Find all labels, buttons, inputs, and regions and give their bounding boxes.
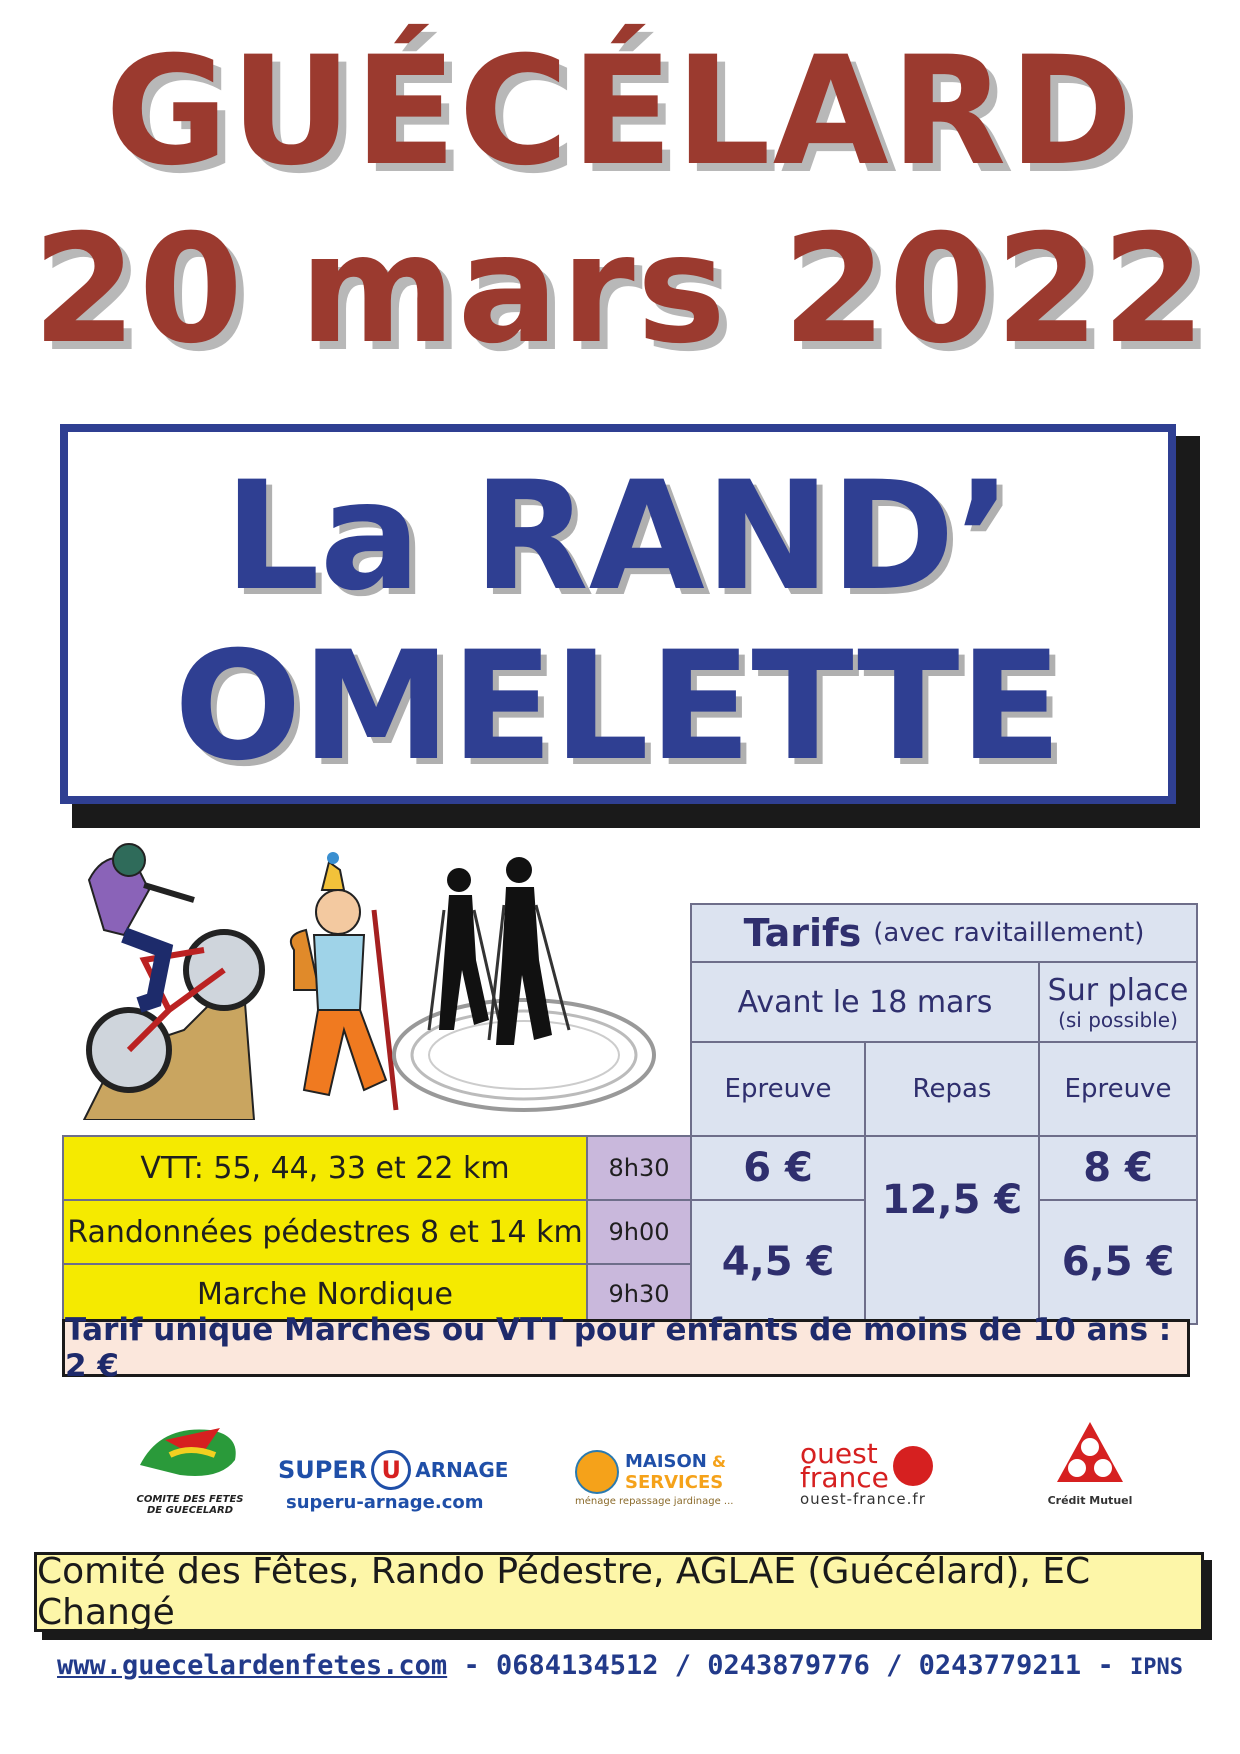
superu-url: superu-arnage.com	[286, 1492, 484, 1513]
price-vtt-before-value: 6 €	[743, 1145, 813, 1191]
activity-illustrations	[44, 840, 684, 1120]
price-repas-value: 12,5 €	[881, 1177, 1023, 1223]
col-epreuve-label: Epreuve	[724, 1074, 832, 1104]
maison-line1: MAISON	[625, 1451, 707, 1472]
child-rate-text: Tarif unique Marches ou VTT pour enfants de moins de 10 ans : 2 €	[65, 1312, 1172, 1384]
time-vtt-label: 8h30	[608, 1154, 670, 1182]
organizers-text: Comité des Fêtes, Rando Pédestre, AGLAE (Guécélard), EC Changé	[37, 1551, 1091, 1633]
activity-randonnee-label: Randonnées pédestres 8 et 14 km	[67, 1214, 583, 1250]
credit-mutuel-logo-icon	[1055, 1420, 1125, 1490]
tariffs-title-note: (avec ravitaillement)	[873, 918, 1145, 948]
time-randonnee-label: 9h00	[608, 1218, 670, 1246]
superu-town: ARNAGE	[415, 1458, 509, 1482]
price-walk-onsite	[1038, 1199, 1198, 1325]
sponsor-ouest-france	[800, 1437, 970, 1522]
sponsor-comite-des-fetes	[130, 1420, 250, 1520]
onsite-header	[1038, 961, 1198, 1043]
activity-vtt	[62, 1135, 588, 1201]
ipns-label: IPNS	[1129, 1655, 1183, 1680]
tariffs-title: Tarifs	[743, 911, 862, 955]
comite-logo-icon	[130, 1420, 250, 1490]
hiker-illustration	[291, 852, 396, 1110]
price-walk-before-value: 4,5 €	[721, 1239, 835, 1285]
ouest-france-logo-icon	[893, 1446, 933, 1486]
comite-caption: COMITE DES FETES DE GUECELARD	[136, 1494, 244, 1516]
activity-vtt-label: VTT: 55, 44, 33 et 22 km	[140, 1150, 510, 1186]
activity-marche-nordique-label: Marche Nordique	[197, 1276, 453, 1312]
price-walk-before	[690, 1199, 866, 1325]
before-date-header	[690, 961, 1040, 1043]
phone-numbers: 0684134512 / 0243879776 / 0243779211	[495, 1650, 1082, 1681]
col-epreuve-before	[690, 1041, 866, 1137]
footer-separator-1: -	[463, 1650, 480, 1681]
headline-town: GUÉCÉLARD	[105, 25, 1135, 199]
child-rate-row	[62, 1312, 1190, 1384]
of-url: ouest-france.fr	[800, 1490, 926, 1508]
event-title-line-2: OMELETTE	[174, 620, 1062, 794]
tariffs-header	[690, 903, 1198, 963]
price-vtt-before	[690, 1135, 866, 1201]
col-epreuve-onsite	[1038, 1041, 1198, 1137]
organizers-bar	[34, 1552, 1204, 1632]
time-marche-nordique-label: 9h30	[608, 1280, 670, 1308]
cyclist-illustration	[84, 844, 262, 1120]
website-link[interactable]: www.guecelardenfetes.com	[57, 1650, 448, 1681]
sponsor-credit-mutuel	[1040, 1420, 1140, 1520]
col-repas-label: Repas	[912, 1074, 992, 1104]
sponsor-super-u	[278, 1450, 518, 1520]
footer	[0, 1650, 1240, 1681]
superu-super: SUPER	[278, 1456, 368, 1484]
price-repas	[864, 1135, 1040, 1325]
footer-separator-2: -	[1097, 1650, 1114, 1681]
activity-randonnee	[62, 1199, 588, 1265]
onsite-note: (si possible)	[1058, 1007, 1178, 1032]
of-line2: france	[800, 1461, 889, 1494]
nordic-walkers-illustration	[394, 857, 654, 1110]
event-title-line-1: La RAND’	[224, 450, 1012, 624]
price-vtt-onsite	[1038, 1135, 1198, 1201]
event-title-box	[60, 424, 1176, 804]
credit-mutuel-name: Crédit Mutuel	[1047, 1494, 1133, 1507]
before-date-label: Avant le 18 mars	[737, 984, 993, 1020]
time-randonnee	[586, 1199, 692, 1265]
house-icon	[575, 1450, 619, 1494]
maison-tagline: ménage repassage jardinage ...	[575, 1496, 734, 1507]
col-epreuve-onsite-label: Epreuve	[1064, 1074, 1172, 1104]
price-vtt-onsite-value: 8 €	[1083, 1145, 1153, 1191]
superu-u-icon: U	[371, 1450, 411, 1490]
of-line1: ouest	[800, 1437, 878, 1470]
onsite-label: Sur place	[1047, 972, 1189, 1008]
headline-date: 20 mars 2022	[32, 203, 1208, 377]
time-vtt	[586, 1135, 692, 1201]
maison-line2: SERVICES	[625, 1472, 724, 1493]
price-walk-onsite-value: 6,5 €	[1061, 1239, 1175, 1285]
col-repas	[864, 1041, 1040, 1137]
maison-amp: &	[711, 1452, 726, 1471]
sponsor-maison-services	[575, 1450, 765, 1520]
